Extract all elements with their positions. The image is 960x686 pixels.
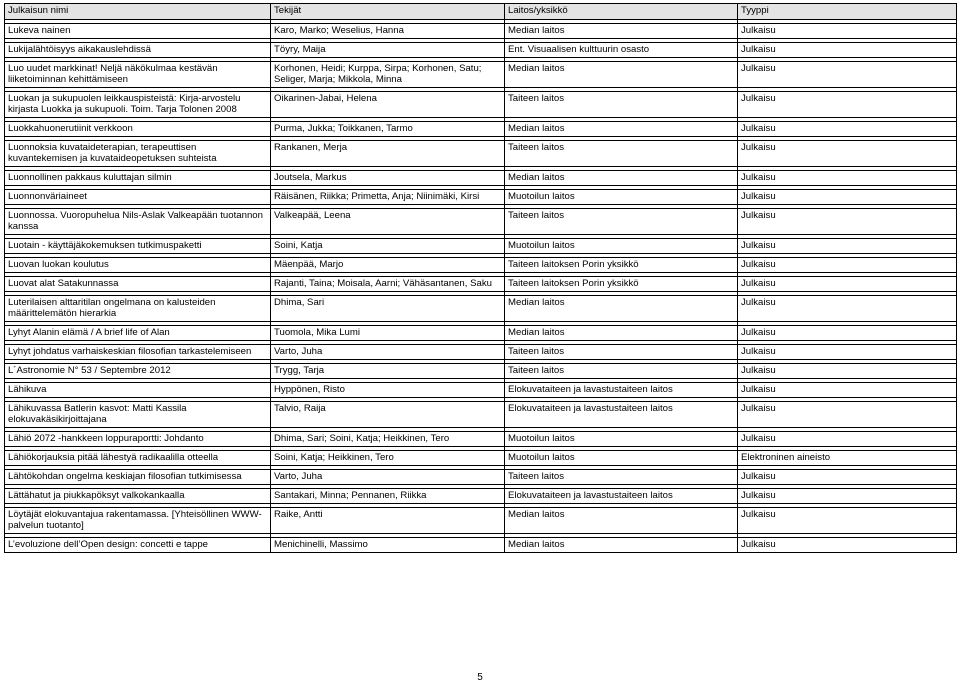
cell-type: Julkaisu: [738, 62, 957, 88]
table-row: [5, 383, 957, 398]
cell-authors: Tuomola, Mika Lumi: [271, 326, 505, 341]
cell-title: Luokkahuonerutiinit verkkoon: [5, 122, 271, 137]
cell-type: Julkaisu: [738, 345, 957, 360]
table-row: [5, 538, 957, 553]
table-row: [5, 239, 957, 254]
cell-authors: Hyppönen, Risto: [271, 383, 505, 398]
cell-authors: Mäenpää, Marjo: [271, 258, 505, 273]
cell-department: Median laitos: [505, 24, 738, 39]
cell-department: Taiteen laitos: [505, 209, 738, 235]
table-row: [5, 190, 957, 205]
cell-type: Julkaisu: [738, 470, 957, 485]
table-row: [5, 24, 957, 39]
cell-authors: Menichinelli, Massimo: [271, 538, 505, 553]
cell-authors: Töyry, Maija: [271, 43, 505, 58]
cell-title: Lyhyt johdatus varhaiskeskian filosofian tarkastelemiseen: [5, 345, 271, 360]
cell-type: Julkaisu: [738, 296, 957, 322]
cell-type: Julkaisu: [738, 239, 957, 254]
cell-department: Muotoilun laitos: [505, 432, 738, 447]
cell-department: Elokuvataiteen ja lavastustaiteen laitos: [505, 402, 738, 428]
cell-authors: Soini, Katja; Heikkinen, Tero: [271, 451, 505, 466]
cell-type: Julkaisu: [738, 508, 957, 534]
cell-authors: Trygg, Tarja: [271, 364, 505, 379]
cell-department: Muotoilun laitos: [505, 451, 738, 466]
cell-title: Lähikuva: [5, 383, 271, 398]
cell-type: Julkaisu: [738, 326, 957, 341]
cell-authors: Varto, Juha: [271, 345, 505, 360]
cell-title: Luokan ja sukupuolen leikkauspisteistä: Kirja-arvostelu kirjasta Luokka ja sukupuoli. Toim. Tarja Tolonen 2008: [5, 92, 271, 118]
cell-title: Luotain - käyttäjäkokemuksen tutkimuspaketti: [5, 239, 271, 254]
cell-type: Julkaisu: [738, 489, 957, 504]
table-row: [5, 326, 957, 341]
cell-type: Elektroninen aineisto: [738, 451, 957, 466]
table-row: [5, 258, 957, 273]
cell-type: Julkaisu: [738, 277, 957, 292]
cell-department: Muotoilun laitos: [505, 190, 738, 205]
cell-authors: Soini, Katja: [271, 239, 505, 254]
cell-type: Julkaisu: [738, 24, 957, 39]
cell-title: Luterilaisen alttaritilan ongelmana on kalusteiden määrittelemätön hierarkia: [5, 296, 271, 322]
publications-table: [4, 3, 957, 553]
cell-authors: Rankanen, Merja: [271, 141, 505, 167]
cell-title: Lättähatut ja piukkapöksyt valkokankaalla: [5, 489, 271, 504]
cell-title: Luo uudet markkinat! Neljä näkökulmaa kestävän liiketoiminnan kehittämiseen: [5, 62, 271, 88]
cell-title: Lyhyt Alanin elämä / A brief life of Alan: [5, 326, 271, 341]
table-row: [5, 92, 957, 118]
table-row: [5, 508, 957, 534]
cell-department: Taiteen laitos: [505, 470, 738, 485]
cell-authors: Raike, Antti: [271, 508, 505, 534]
table-header-row: [5, 4, 957, 20]
cell-authors: Korhonen, Heidi; Kurppa, Sirpa; Korhonen, Satu; Seliger, Marja; Mikkola, Minna: [271, 62, 505, 88]
cell-department: Median laitos: [505, 538, 738, 553]
table-row: [5, 209, 957, 235]
cell-title: Lukeva nainen: [5, 24, 271, 39]
table-row: [5, 171, 957, 186]
page-number: 5: [477, 672, 483, 683]
cell-title: Löytäjät elokuvantajua rakentamassa. [Yhteisöllinen WWW-palvelun tuotanto]: [5, 508, 271, 534]
table-row: [5, 296, 957, 322]
cell-type: Julkaisu: [738, 364, 957, 379]
cell-type: Julkaisu: [738, 209, 957, 235]
cell-title: Luovat alat Satakunnassa: [5, 277, 271, 292]
cell-title: Lähiökorjauksia pitää lähestyä radikaalilla otteella: [5, 451, 271, 466]
cell-department: Median laitos: [505, 296, 738, 322]
cell-department: Taiteen laitos: [505, 141, 738, 167]
cell-authors: Dhima, Sari: [271, 296, 505, 322]
header-title: Julkaisun nimi: [5, 4, 271, 20]
cell-type: Julkaisu: [738, 122, 957, 137]
cell-authors: Oikarinen-Jabai, Helena: [271, 92, 505, 118]
cell-department: Taiteen laitoksen Porin yksikkö: [505, 258, 738, 273]
table-row: [5, 43, 957, 58]
table-row: [5, 122, 957, 137]
header-authors: Tekijät: [271, 4, 505, 20]
cell-department: Elokuvataiteen ja lavastustaiteen laitos: [505, 489, 738, 504]
table-row: [5, 470, 957, 485]
cell-title: Luonnollinen pakkaus kuluttajan silmin: [5, 171, 271, 186]
cell-department: Taiteen laitoksen Porin yksikkö: [505, 277, 738, 292]
cell-type: Julkaisu: [738, 402, 957, 428]
cell-department: Median laitos: [505, 326, 738, 341]
cell-department: Taiteen laitos: [505, 364, 738, 379]
table-row: [5, 402, 957, 428]
cell-title: Lukijalähtöisyys aikakauslehdissä: [5, 43, 271, 58]
cell-title: Lähtökohdan ongelma keskiajan filosofian tutkimisessa: [5, 470, 271, 485]
table-row: [5, 432, 957, 447]
cell-department: Median laitos: [505, 171, 738, 186]
cell-authors: Räisänen, Riikka; Primetta, Anja; Niinimäki, Kirsi: [271, 190, 505, 205]
table-row: [5, 451, 957, 466]
header-department: Laitos/yksikkö: [505, 4, 738, 20]
cell-type: Julkaisu: [738, 43, 957, 58]
cell-title: Luonnoksia kuvataideterapian, terapeuttisen kuvantekemisen ja kuvataideopetuksen suhteista: [5, 141, 271, 167]
cell-authors: Karo, Marko; Weselius, Hanna: [271, 24, 505, 39]
cell-type: Julkaisu: [738, 538, 957, 553]
cell-department: Elokuvataiteen ja lavastustaiteen laitos: [505, 383, 738, 398]
table-row: [5, 489, 957, 504]
cell-department: Taiteen laitos: [505, 92, 738, 118]
cell-authors: Rajanti, Taina; Moisala, Aarni; Vähäsantanen, Saku: [271, 277, 505, 292]
cell-type: Julkaisu: [738, 141, 957, 167]
cell-authors: Santakari, Minna; Pennanen, Riikka: [271, 489, 505, 504]
table-row: [5, 277, 957, 292]
cell-type: Julkaisu: [738, 92, 957, 118]
cell-type: Julkaisu: [738, 190, 957, 205]
cell-type: Julkaisu: [738, 171, 957, 186]
cell-department: Muotoilun laitos: [505, 239, 738, 254]
header-type: Tyyppi: [738, 4, 957, 20]
cell-department: Ent. Visuaalisen kulttuurin osasto: [505, 43, 738, 58]
table-row: [5, 364, 957, 379]
cell-title: L´Astronomie N° 53 / Septembre 2012: [5, 364, 271, 379]
table-row: [5, 62, 957, 88]
cell-title: Luonnossa. Vuoropuhelua Nils-Aslak Valkeapään tuotannon kanssa: [5, 209, 271, 235]
cell-title: L’evoluzione dell’Open design: concetti e tappe: [5, 538, 271, 553]
cell-department: Median laitos: [505, 122, 738, 137]
cell-authors: Dhima, Sari; Soini, Katja; Heikkinen, Tero: [271, 432, 505, 447]
cell-authors: Valkeapää, Leena: [271, 209, 505, 235]
cell-title: Luonnonväriaineet: [5, 190, 271, 205]
cell-department: Median laitos: [505, 62, 738, 88]
cell-authors: Purma, Jukka; Toikkanen, Tarmo: [271, 122, 505, 137]
cell-title: Lähiö 2072 -hankkeen loppuraportti: Johdanto: [5, 432, 271, 447]
cell-department: Taiteen laitos: [505, 345, 738, 360]
cell-title: Luovan luokan koulutus: [5, 258, 271, 273]
cell-type: Julkaisu: [738, 432, 957, 447]
cell-department: Median laitos: [505, 508, 738, 534]
cell-title: Lähikuvassa Batlerin kasvot: Matti Kassila elokuvakäsikirjoittajana: [5, 402, 271, 428]
cell-authors: Varto, Juha: [271, 470, 505, 485]
cell-type: Julkaisu: [738, 258, 957, 273]
table-row: [5, 141, 957, 167]
cell-type: Julkaisu: [738, 383, 957, 398]
cell-authors: Talvio, Raija: [271, 402, 505, 428]
table-row: [5, 345, 957, 360]
cell-authors: Joutsela, Markus: [271, 171, 505, 186]
